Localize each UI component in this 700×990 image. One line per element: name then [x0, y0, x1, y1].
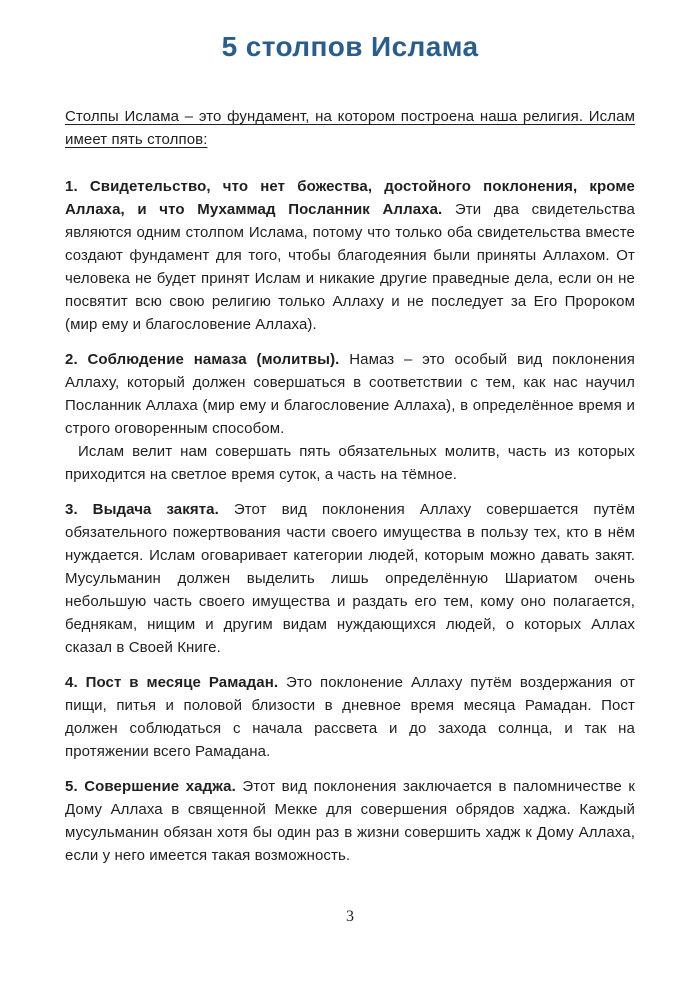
page-title: 5 столпов Ислама	[221, 31, 479, 62]
document-body	[0, 105, 700, 867]
pillar-4-text: Это поклонение Аллаху путём воздержания от пищи, питья и половой близости в дневное время месяца Рамадан. Пост должен соблюдаться с начала рассвета и до захода солнца, и так на протяжении всего Рамадана.	[65, 674, 635, 760]
pillar-4-lead: 4. Пост в месяце Рамадан.	[65, 674, 279, 691]
pillar-1-lead: 1. Свидетельство, что нет божества, достойного поклонения, кроме Аллаха, и что Мухаммад Посланник Аллаха.	[65, 178, 635, 218]
pillar-3-paragraph	[65, 498, 635, 659]
pillar-5-text: Этот вид поклонения заключается в паломничестве к Дому Аллаха в священной Мекке для совершения обрядов хаджа. Каждый мусульманин обязан хотя бы один раз в жизни совершить хадж к Дому Аллаха, если у него имеется такая возможность.	[65, 778, 635, 864]
pillar-1-paragraph	[65, 175, 635, 336]
intro-paragraph: Столпы Ислама – это фундамент, на котором построена наша религия. Ислам имеет пять столпов:	[65, 108, 635, 148]
pillar-4-paragraph	[65, 671, 635, 763]
pillar-5-paragraph	[65, 775, 635, 867]
pillar-5-lead: 5. Совершение хаджа.	[65, 778, 236, 795]
pillar-3-text: Этот вид поклонения Аллаху совершается путём обязательного пожертвования части своего имущества в пользу тех, кто в нём нуждается. Ислам оговаривает категории людей, которым можно давать закят. Мусульманин должен выделить лишь определённую Шариатом очень небольшую часть своего имущества и раздать его тем, кому оно полагается, беднякам, нищим и другим видам нуждающихся людей, о которых Аллах сказал в Своей Книге.	[65, 501, 635, 656]
pillar-1-text: Эти два свидетельства являются одним столпом Ислама, потому что только оба свидетельства вместе создают фундамент для того, чтобы благодеяния были приняты Аллахом. От человека не будет принят Ислам и никакие другие праведные дела, если он не посвятит всю свою религию только Аллаху и не последует за Его Пророком (мир ему и благословение Аллаха).	[65, 201, 635, 333]
pillar-2-text: Намаз – это особый вид поклонения Аллаху, который должен совершаться в соответствии с тем, как нас научил Посланник Аллаха (мир ему и благословение Аллаха), в определённое время и строго оговоренным способом.	[65, 351, 636, 437]
page-number: 3	[346, 908, 354, 925]
pillar-3-lead: 3. Выдача закята.	[65, 501, 219, 518]
pillar-2-lead: 2. Соблюдение намаза (молитвы).	[65, 351, 340, 368]
pillar-2-note: Ислам велит нам совершать пять обязательных молитв, часть из которых приходится на светлое время суток, а часть на тёмное.	[65, 443, 635, 483]
pillar-2-paragraph	[65, 348, 635, 440]
